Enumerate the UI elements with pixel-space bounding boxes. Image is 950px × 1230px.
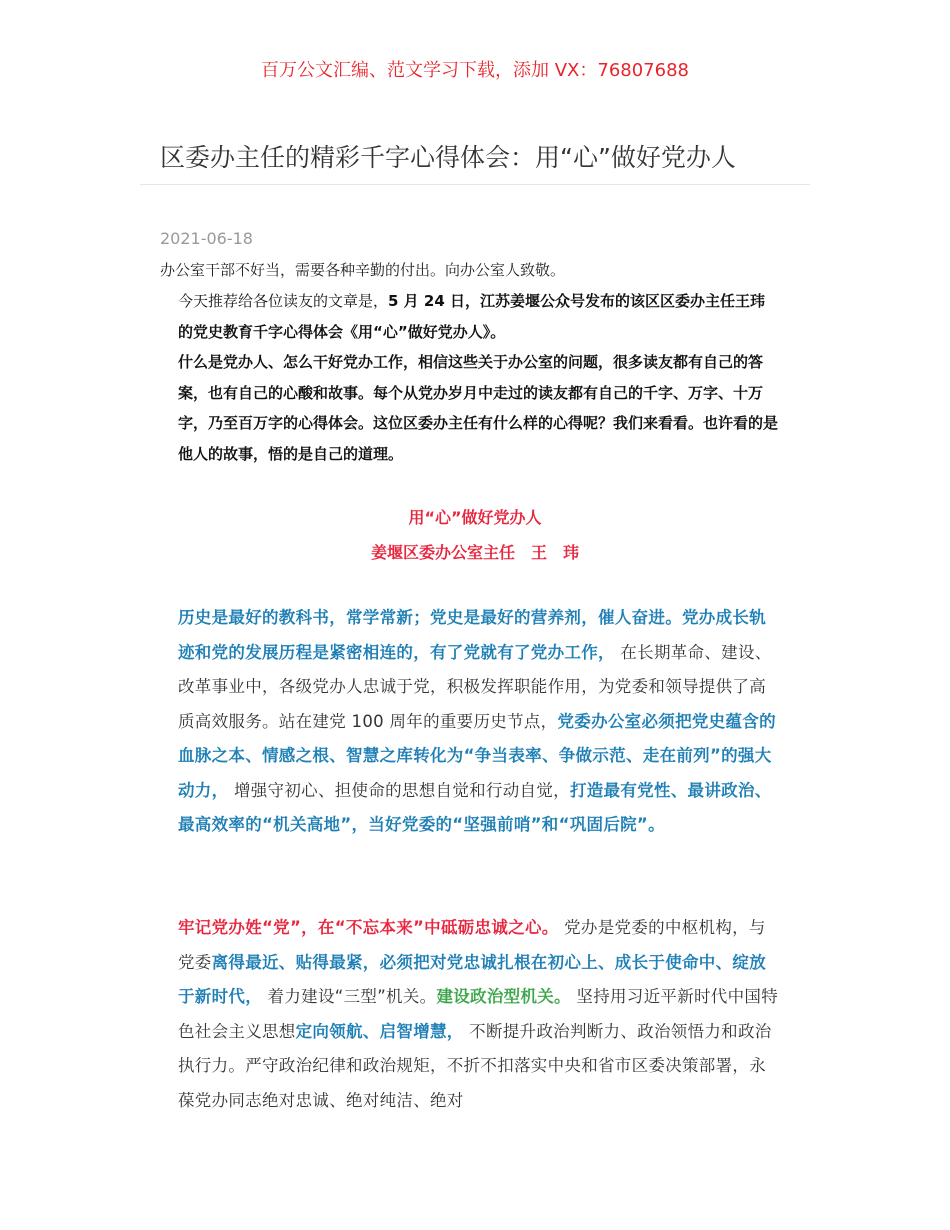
p2-highlight-2: 定向领航、启智增慧， (295, 1021, 464, 1041)
p2-section-heading: 牢记党办姓“党”，在“不忘本来”中砥砺忠诚之心。 (178, 918, 559, 937)
paragraph-1 (178, 601, 778, 843)
article-title: 区委办主任的精彩千字心得体会：用“心”做好党办人 (160, 143, 736, 172)
p2-text-3: 坚持用习近平新时代中国特色社会主义思想 (178, 987, 779, 1041)
article-lead: 办公室干部不好当，需要各种辛勤的付出。向办公室人致敬。 (160, 261, 566, 279)
p2-highlight-1: 离得最近、贴得最紧，必须把对党忠诚扎根在初心上、成长于使命中、绽放于新时代， (178, 952, 767, 1006)
intro-bold-question: 什么是党办人、怎么干好党办工作，相信这些关于办公室的问题，很多读友都有自己的答案，也有自己的心酸和故事。每个从党办岁月中走过的读友都有自己的千字、万字、十万字，乃至百万字的心得体会。这位区委办主任有什么样的心得呢？我们来看看。也许看的是他人的故事，悟的是自己的道理。 (178, 353, 779, 463)
article-author: 姜堰区委办公室主任 王 玮 (370, 543, 579, 562)
p2-text-4: 不断提升政治判断力、政治领悟力和政治执行力。严守政治纪律和政治规矩，不折不扣落实中央和省市区委决策部署，永葆党办同志绝对忠诚、绝对纯洁、绝对 (178, 1021, 772, 1110)
p1-highlight-1: 历史是最好的教科书，常学常新；党史是最好的营养剂，催人奋进。党办成长轨迹和党的发展历程是紧密相连的，有了党就有了党办工作， (178, 608, 766, 662)
p1-highlight-3: 打造最有党性、最讲政治、最高效率的“机关高地”，当好党委的“坚强前哨”和“巩固后院”。 (178, 780, 772, 834)
intro-block (178, 286, 778, 469)
p1-text-2: 增强守初心、担使命的思想自觉和行动自觉， (233, 780, 570, 800)
title-divider (140, 184, 810, 185)
publish-date: 2021-06-18 (160, 229, 253, 248)
intro-bold-text: 5 月 24 日，江苏姜堰公众号发布的该区区委办主任王玮的党史教育千字心得体会《用“心”做好党办人》。 (178, 292, 765, 341)
paragraph-2 (178, 911, 778, 1118)
article-heading-block (0, 500, 950, 570)
p1-highlight-2: 党委办公室必须把党史蕴含的血脉之本、情感之根、智慧之库转化为“争当表率、争做示范、走在前列”的强大动力， (178, 711, 776, 800)
article-heading: 用“心”做好党办人 (408, 508, 542, 527)
p2-text-2: 着力建设“三型”机关。 (267, 987, 437, 1006)
p1-text-1: 在长期革命、建设、改革事业中，各级党办人忠诚于党，积极发挥职能作用，为党委和领导提供了高质高效服务。站在建党 100 周年的重要历史节点， (178, 642, 772, 731)
intro-text: 今天推荐给各位读友的文章是， (178, 292, 389, 310)
promo-banner: 百万公文汇编、范文学习下载，添加 VX：76807688 (261, 60, 689, 81)
p2-text-1: 党办是党委的中枢机构，与党委 (178, 918, 766, 972)
p2-subheading: 建设政治型机关。 (436, 987, 571, 1006)
